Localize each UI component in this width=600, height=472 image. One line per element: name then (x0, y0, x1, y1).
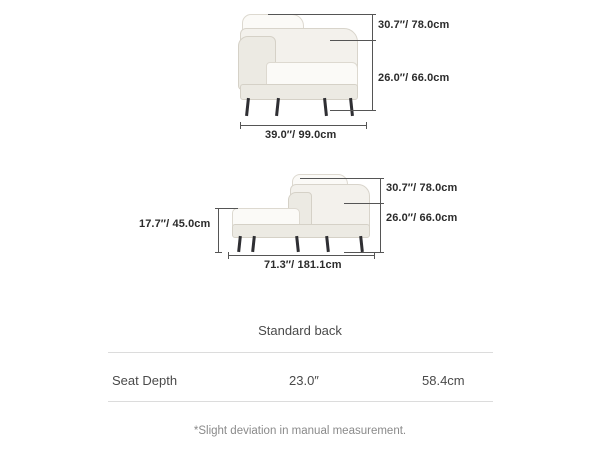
chaise-seat-height-label: 17.7″/ 45.0cm (139, 218, 211, 230)
armchair-back-height-label: 26.0″/ 66.0cm (378, 72, 450, 84)
armchair-width-tick-right (366, 122, 367, 129)
armchair-total-height-line-lower (372, 40, 373, 110)
armchair-total-height-extension (268, 14, 372, 15)
spec-divider-top (108, 352, 493, 353)
chaise-total-height-label: 30.7″/ 78.0cm (386, 182, 458, 194)
spec-section-title: Standard back (258, 323, 342, 338)
spec-divider-bottom (108, 401, 493, 402)
chaise-leg-2 (251, 236, 256, 252)
armchair-base-rail (240, 84, 358, 100)
chaise-width-label: 71.3″/ 181.1cm (264, 259, 342, 271)
chaise-width-tick-right (374, 252, 375, 259)
armchair-leg-front-right (275, 98, 280, 116)
chaise-back-height-label: 26.0″/ 66.0cm (386, 212, 458, 224)
chaise-illustration (228, 172, 378, 256)
chaise-total-height-extension (300, 178, 380, 179)
spec-row-label: Seat Depth (112, 373, 178, 388)
chaise-leg-5 (359, 236, 364, 252)
chaise-back-height-extension (344, 203, 380, 204)
spec-row-metric: 58.4cm (422, 373, 465, 388)
chaise-seat-height-extension (218, 208, 238, 209)
armchair-illustration (232, 10, 372, 122)
armchair-width-tick-left (240, 122, 241, 129)
chaise-seat-height-line (218, 208, 219, 252)
spec-row-imperial: 23.0″ (289, 373, 319, 388)
chaise-seat-height-tick-bottom (215, 252, 222, 253)
armchair-leg-front-left (245, 98, 250, 116)
armchair-total-height-label: 30.7″/ 78.0cm (378, 19, 450, 31)
chaise-leg-4 (325, 236, 330, 252)
armchair-leg-back-right (349, 98, 354, 116)
chaise-total-height-tick-top (377, 178, 384, 179)
chaise-leg-3 (295, 236, 300, 252)
armchair-leg-back-left (323, 98, 328, 116)
chaise-width-tick-left (228, 252, 229, 259)
armchair-width-label: 39.0″/ 99.0cm (265, 129, 337, 141)
measurement-footnote: *Slight deviation in manual measurement. (193, 425, 407, 437)
chaise-back-height-line (380, 203, 381, 252)
armchair-back-height-extension (330, 40, 372, 41)
armchair-width-line (240, 125, 366, 126)
armchair-baseline-extension (330, 110, 372, 111)
chaise-leg-1 (237, 236, 242, 252)
chaise-width-line (228, 255, 374, 256)
